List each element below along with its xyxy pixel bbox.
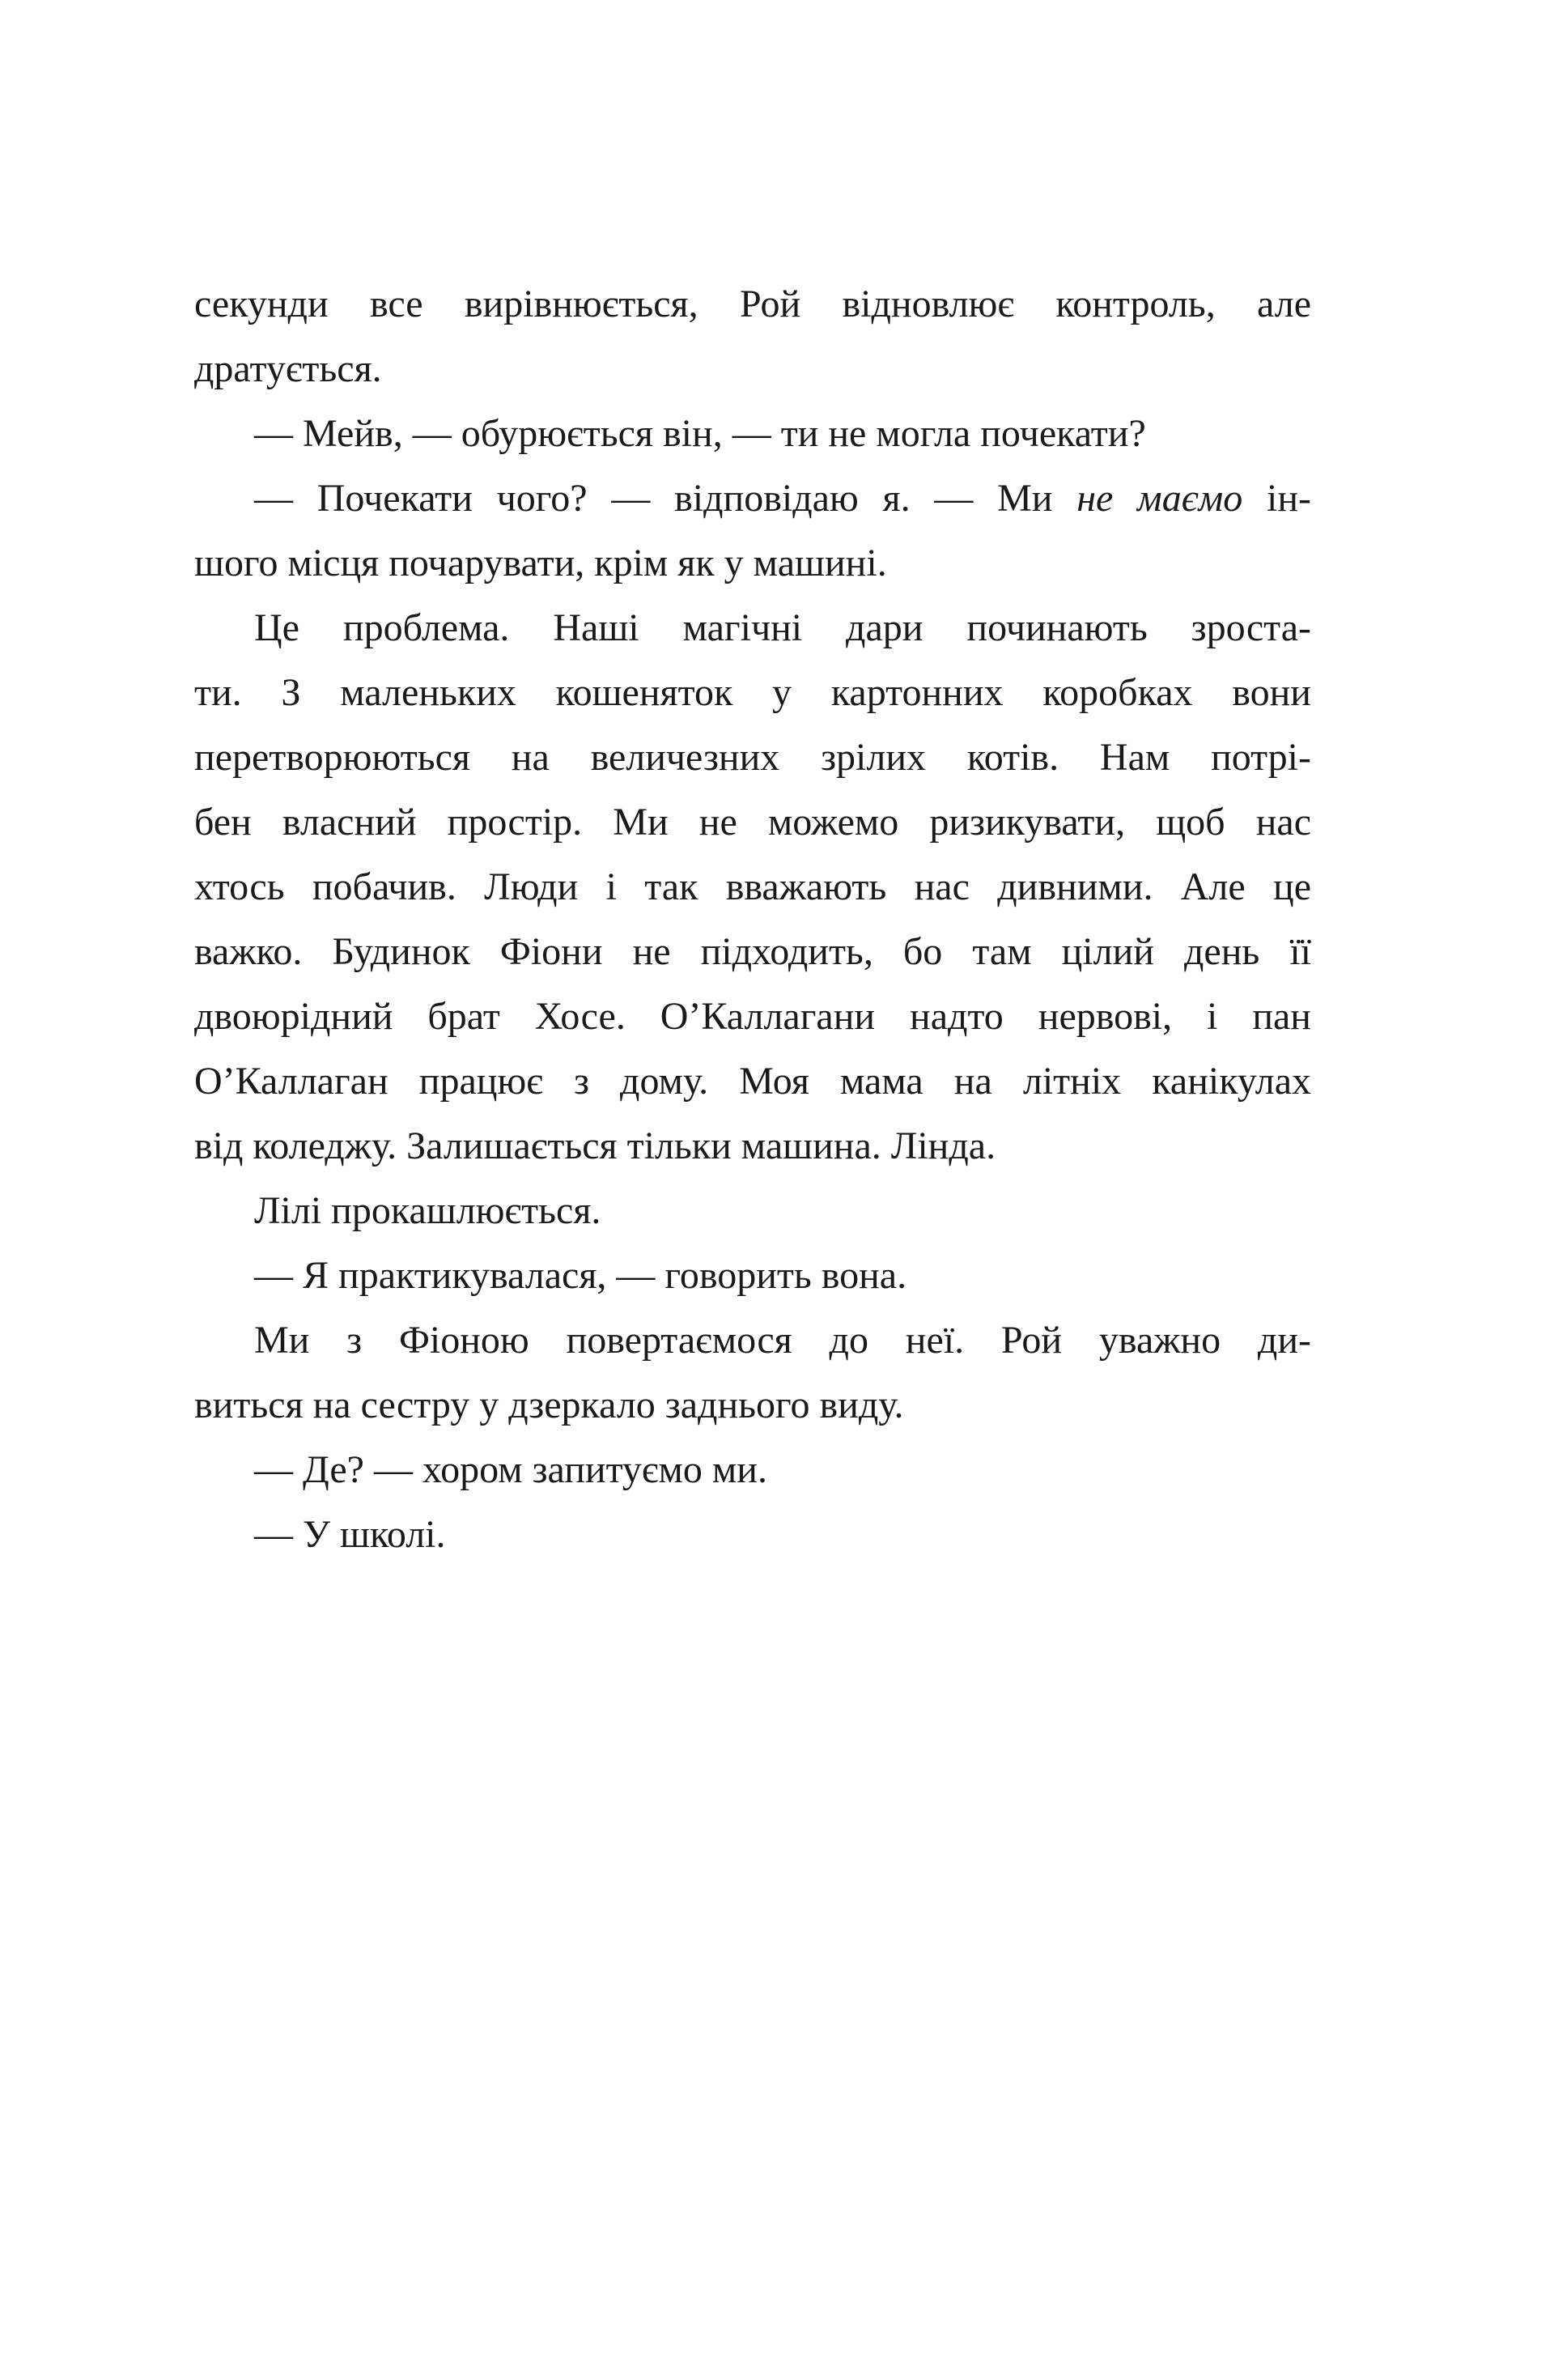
text-line: двоюрідний брат Хосе. О’Каллагани надто нервові, і пан — [194, 995, 1311, 1038]
text-line: — Я практикувалася, — говорить вона. — [254, 1254, 907, 1297]
text-line: виться на сестру у дзеркало заднього виду. — [194, 1383, 904, 1426]
text-line: від коледжу. Залишається тільки машина. Лінда. — [194, 1124, 996, 1167]
text-line: Це проблема. Наші магічні дари починають зроста- — [254, 606, 1311, 649]
text-line: — Де? — хором запитуємо ми. — [254, 1448, 767, 1491]
text-line: Лілі прокашлюється. — [254, 1189, 601, 1232]
text-line: ти. З маленьких кошеняток у картонних коробках вони — [194, 671, 1311, 714]
text-segment: ін- — [1242, 477, 1312, 520]
text-line: важко. Будинок Фіони не підходить, бо там цілий день її — [194, 930, 1311, 973]
text-line: шого місця почарувати, крім як у машині. — [194, 542, 887, 584]
text-line: секунди все вирівнюється, Рой відновлює контроль, але — [194, 283, 1311, 325]
text-line: Ми з Фіоною повертаємося до неї. Рой уважно ди- — [254, 1319, 1311, 1362]
body-text — [194, 272, 1311, 1567]
text-line: дратується. — [194, 347, 382, 390]
text-line: — У школі. — [254, 1513, 446, 1556]
text-line: бен власний простір. Ми не можемо ризикувати, щоб нас — [194, 801, 1311, 844]
text-line: — Мейв, — обурюється він, — ти не могла почекати? — [254, 412, 1146, 455]
text-segment: — Почекати чого? — відповідаю я. — Ми — [254, 477, 1077, 520]
text-line: хтось побачив. Люди і так вважають нас дивними. Але це — [194, 865, 1311, 908]
text-line — [194, 466, 1311, 531]
text-line: перетворюються на величезних зрілих котів. Нам потрі- — [194, 736, 1311, 779]
italic-emphasis: не маємо — [1076, 477, 1243, 520]
text-line: О’Каллаган працює з дому. Моя мама на літніх канікулах — [194, 1060, 1311, 1103]
